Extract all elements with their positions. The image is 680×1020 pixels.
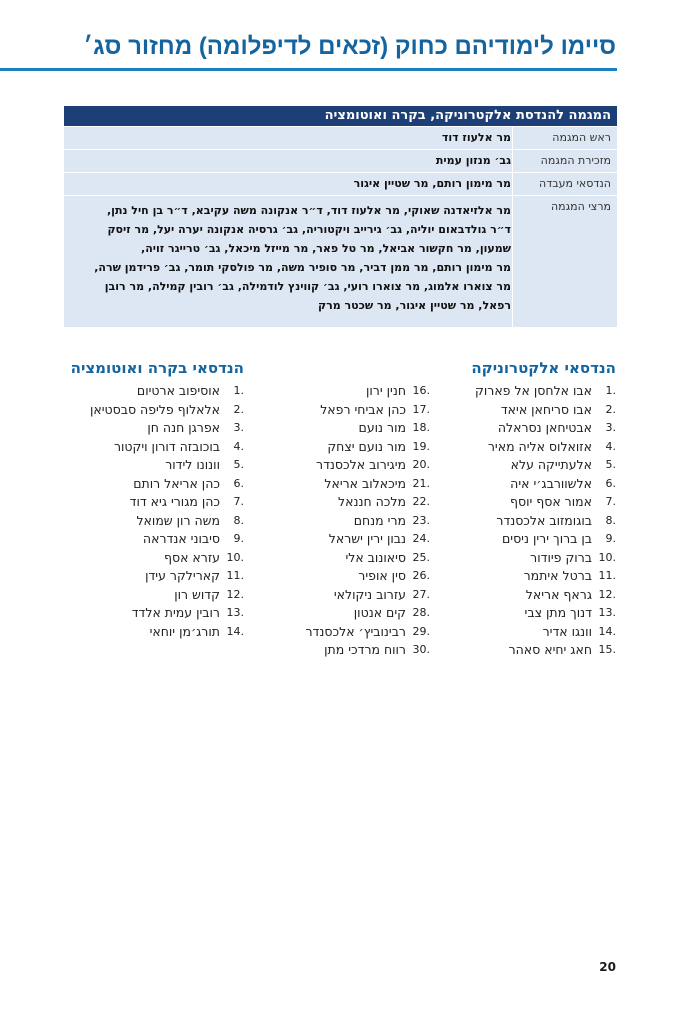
- list-item: [446, 623, 616, 642]
- item-number: 6.: [605, 476, 616, 490]
- list-item: [64, 512, 244, 531]
- graduate-name: כהן מגורי גיא דוד: [129, 494, 220, 509]
- item-number: 4.: [233, 439, 244, 453]
- name-line: מר מימון רותם, מר שטיין איגור: [353, 177, 511, 190]
- graduate-name: מור נועם יצחק: [327, 438, 406, 454]
- item-number: 24.: [412, 532, 430, 545]
- graduate-name: אבטיחאן נסראלה: [497, 420, 592, 435]
- graduate-name: עזרא אסף: [164, 549, 220, 565]
- list-item: [280, 567, 430, 586]
- graduate-name: אבו סריחאן איאד: [500, 401, 592, 417]
- graduate-name: חאג יחיא סאהר: [508, 642, 592, 657]
- electronics-section-title: הנדסאי אלקטרוניקה: [471, 359, 616, 377]
- graduate-name: רובין עמית אלדד: [131, 605, 220, 620]
- item-number: 12.: [226, 587, 244, 601]
- list-item: [280, 512, 430, 531]
- name-line: שמעון, מר חקשור אביאל, מר טל פאר, מר מייזל מיכאל, גב׳ טרייגר זויה,: [141, 242, 511, 255]
- list-item: [446, 493, 616, 512]
- item-number: 9.: [605, 532, 616, 545]
- list-item: [64, 456, 244, 475]
- graduate-name: בוגומזוב אלכסנדר: [496, 512, 592, 528]
- list-item: [446, 438, 616, 457]
- graduate-name: רבינוביץ׳ אלכסנדר: [305, 623, 406, 639]
- graduate-name: סיאונוב אלי: [345, 549, 406, 565]
- item-number: 16.: [412, 384, 430, 397]
- name-line: גב׳ מנזון עמית: [435, 154, 511, 167]
- item-number: 25.: [412, 550, 430, 564]
- role-label: הנדסאי מעבדה: [539, 177, 611, 190]
- item-number: 13.: [226, 606, 244, 619]
- graduate-name: ברוק פיודור: [530, 549, 592, 565]
- item-number: 9.: [233, 532, 244, 545]
- item-number: 5.: [233, 458, 244, 471]
- page-number: 20: [599, 960, 616, 974]
- item-number: 11.: [598, 569, 616, 582]
- item-number: 30.: [412, 643, 430, 656]
- item-number: 28.: [412, 606, 430, 619]
- name-line: מר אלעוז דוד: [441, 131, 511, 144]
- graduate-name: סין אופיר: [358, 568, 406, 583]
- list-item: [446, 512, 616, 531]
- control-list: [64, 382, 244, 641]
- list-item: [280, 623, 430, 642]
- graduate-name: מור נועם: [358, 420, 406, 435]
- graduate-name: קים אנטון: [353, 605, 406, 620]
- list-item: [64, 549, 244, 568]
- faculty-row-lab-engineers: [64, 172, 617, 195]
- column-divider: [512, 173, 513, 195]
- graduate-name: עזרוב ניקולאי: [333, 586, 406, 602]
- page-title: סיימו לימודיהם כחוק (זכאים לדיפלומה) מחזור סג׳: [83, 33, 616, 60]
- list-item: [64, 493, 244, 512]
- graduate-name: מיגירוב אלכסנדר: [316, 457, 406, 472]
- graduate-name: בן ברוך ירין ניסים: [501, 531, 592, 546]
- graduate-name: אוסיפוב ארטיום: [136, 383, 220, 398]
- list-item: [280, 493, 430, 512]
- item-number: 13.: [598, 606, 616, 619]
- item-number: 14.: [226, 624, 244, 638]
- list-item: [280, 401, 430, 420]
- graduate-name: חנין ירון: [365, 383, 406, 398]
- item-number: 4.: [605, 439, 616, 453]
- graduate-name: אלאלוף פליפה סבסטיאן: [89, 401, 220, 417]
- column-divider: [512, 196, 513, 329]
- column-divider: [512, 127, 513, 149]
- name-line: מר מימון רותם, מר ממן דביר, מר סופיר משה, מר פולסקי תומר, גב׳ פרידמן שרה,: [94, 261, 511, 274]
- graduate-name: וונונו לידור: [165, 457, 220, 472]
- role-label: ראש המגמה: [552, 131, 611, 144]
- item-number: 18.: [412, 421, 430, 434]
- list-item: [446, 401, 616, 420]
- item-number: 19.: [412, 439, 430, 453]
- faculty-row-lecturers: [64, 195, 617, 329]
- graduate-name: נבון ירין ישראל: [328, 531, 406, 546]
- list-item: [280, 604, 430, 623]
- item-number: 20.: [412, 458, 430, 471]
- electronics-list-column-1: [446, 382, 616, 660]
- item-number: 10.: [598, 550, 616, 564]
- item-number: 15.: [598, 643, 616, 656]
- list-item: [280, 419, 430, 438]
- graduate-name: רווח מרדכי מתן: [324, 642, 406, 657]
- graduate-name: אפרגן חנה חן: [147, 420, 220, 435]
- list-item: [64, 382, 244, 401]
- graduate-name: סיבוני אנדראה: [142, 531, 220, 546]
- item-number: 6.: [233, 476, 244, 490]
- item-number: 2.: [605, 402, 616, 416]
- column-divider: [512, 150, 513, 172]
- item-number: 7.: [233, 495, 244, 508]
- faculty-row-secretary: [64, 149, 617, 172]
- name-line: ד״ר גולדבאום יוליה, גב׳ גירייב ויקטוריה, גב׳ גרסיה אנקונה יערה יעל, מר זיסק: [107, 223, 511, 236]
- item-number: 3.: [233, 421, 244, 434]
- list-item: [64, 586, 244, 605]
- list-item: [64, 475, 244, 494]
- item-number: 26.: [412, 569, 430, 582]
- list-item: [446, 567, 616, 586]
- item-number: 5.: [605, 458, 616, 471]
- graduate-name: כהן אריאל רותם: [133, 475, 220, 491]
- graduate-name: דנוך מתן צבי: [524, 605, 592, 620]
- graduate-name: אלשוורבג׳י איה: [510, 475, 592, 491]
- control-section-title: הנדסאי בקרה ואוטומציה: [70, 359, 244, 377]
- graduate-name: גראף אריאל: [525, 586, 592, 602]
- list-item: [446, 456, 616, 475]
- faculty-table: [64, 106, 617, 327]
- list-item: [280, 549, 430, 568]
- list-item: [280, 586, 430, 605]
- graduate-name: בוכובזה דורון ויקטור: [113, 438, 220, 454]
- list-item: [280, 641, 430, 660]
- graduate-name: קארילקר עידן: [145, 568, 220, 583]
- list-item: [64, 604, 244, 623]
- item-number: 10.: [226, 550, 244, 564]
- graduate-name: מיכאלוב אריאל: [324, 475, 406, 491]
- title-underline: [0, 68, 617, 71]
- graduate-name: וונגו אדיר: [542, 623, 592, 639]
- graduate-name: אבו אלחסן אל פארוק: [474, 383, 592, 398]
- list-item: [446, 549, 616, 568]
- faculty-table-heading: המגמה להנדסת אלקטרוניקה, בקרה ואוטומציה: [64, 106, 617, 126]
- role-label: מזכירת המגמה: [540, 154, 611, 167]
- electronics-list-column-2: [280, 382, 430, 660]
- item-number: 3.: [605, 421, 616, 434]
- list-item: [446, 419, 616, 438]
- item-number: 17.: [412, 402, 430, 416]
- item-number: 8.: [233, 513, 244, 527]
- item-number: 8.: [605, 513, 616, 527]
- list-item: [280, 475, 430, 494]
- item-number: 11.: [226, 569, 244, 582]
- list-item: [280, 456, 430, 475]
- item-number: 2.: [233, 402, 244, 416]
- graduate-name: תורג׳מן יוחאי: [149, 623, 220, 639]
- graduate-name: משה רון שמואל: [136, 512, 220, 528]
- item-number: 23.: [412, 513, 430, 527]
- list-item: [280, 382, 430, 401]
- list-item: [280, 438, 430, 457]
- list-item: [280, 530, 430, 549]
- list-item: [446, 604, 616, 623]
- list-item: [446, 586, 616, 605]
- list-item: [64, 419, 244, 438]
- item-number: 1.: [605, 384, 616, 397]
- graduate-name: אמור אסף יוסף: [509, 494, 592, 509]
- list-item: [64, 438, 244, 457]
- graduate-name: ברטל איתמר: [523, 568, 592, 583]
- role-label: מרצי המגמה: [550, 200, 611, 213]
- graduate-name: קדוש רון: [174, 586, 220, 602]
- item-number: 29.: [412, 624, 430, 638]
- list-item: [64, 401, 244, 420]
- role-names: [72, 127, 511, 149]
- graduate-name: אזואלוס אליה מאיר: [487, 438, 592, 454]
- list-item: [64, 567, 244, 586]
- name-line: מר אלזיאדנה שאוקי, מר אלעוז דוד, ד״ר אנקונה משה עקיבא, ד״ר בן חיל נתן,: [107, 204, 511, 217]
- item-number: 14.: [598, 624, 616, 638]
- role-names: [72, 201, 511, 315]
- graduate-name: כהן אביחי רפאל: [320, 401, 406, 417]
- list-item: [64, 623, 244, 642]
- item-number: 7.: [605, 495, 616, 508]
- faculty-row-head: [64, 126, 617, 149]
- role-names: [72, 173, 511, 195]
- list-item: [446, 641, 616, 660]
- name-line: רפאל, מר שטיין איגור, מר שכטר מרק: [318, 299, 511, 312]
- item-number: 27.: [412, 587, 430, 601]
- name-line: מר צוארו אלמוג, מר צוארו רועי, גב׳ קווינץ לודמילה, גב׳ רובין קמילה, מר רובן: [104, 280, 511, 293]
- list-item: [446, 382, 616, 401]
- item-number: 1.: [233, 384, 244, 397]
- list-item: [64, 530, 244, 549]
- list-item: [446, 475, 616, 494]
- item-number: 21.: [412, 476, 430, 490]
- graduate-name: אלעתייקה עלא: [510, 457, 592, 472]
- item-number: 12.: [598, 587, 616, 601]
- role-names: [72, 150, 511, 172]
- item-number: 22.: [412, 495, 430, 508]
- graduate-name: מרי מנחם: [353, 512, 406, 528]
- list-item: [446, 530, 616, 549]
- graduate-name: מלכה חננאל: [338, 494, 406, 509]
